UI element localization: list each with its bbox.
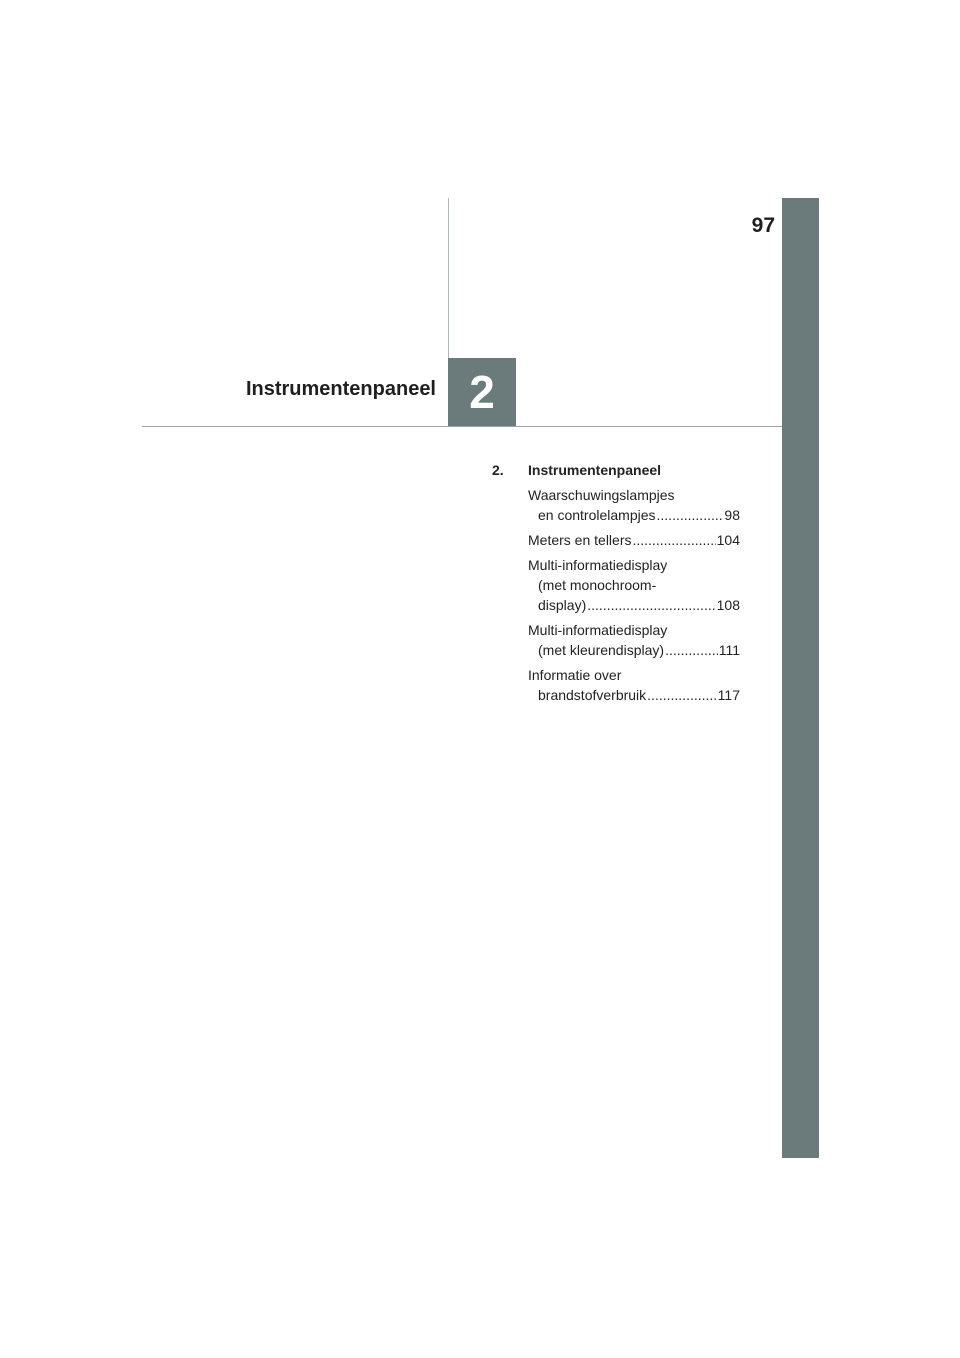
leader-dots — [665, 640, 718, 660]
toc-entry-line: Waarschuwingslampjes — [528, 487, 675, 503]
toc-entry-line: Multi-informatiedisplay — [528, 557, 668, 573]
toc-heading-number: 2. — [492, 462, 504, 478]
horizontal-divider — [142, 426, 782, 427]
toc-heading-title: Instrumentenpaneel — [528, 462, 662, 478]
toc-entry-line: Informatie over — [528, 667, 622, 683]
toc-entry-page: 111 — [718, 642, 740, 658]
toc-entry-page: 108 — [716, 597, 740, 613]
leader-dots — [647, 685, 717, 705]
chapter-number-box: 2 — [448, 358, 516, 426]
toc-entry-line: (met monochroom- — [538, 577, 657, 593]
toc-entry-page: 117 — [717, 687, 740, 703]
chapter-side-tab — [782, 198, 819, 1158]
toc-entry-text: Meters en tellers — [528, 532, 632, 548]
page-number: 97 — [751, 214, 775, 237]
leader-dots — [587, 595, 715, 615]
toc-entry-last-line — [528, 640, 740, 660]
toc-entry-text: en controlelampjes — [538, 507, 656, 523]
toc-entry-text: (met kleurendisplay) — [538, 642, 665, 658]
vertical-divider — [448, 198, 449, 358]
toc-entry[interactable] — [528, 620, 740, 660]
toc-entry-last-line — [528, 505, 740, 525]
chapter-title: Instrumentenpaneel — [245, 378, 436, 400]
leader-dots — [657, 505, 724, 525]
toc-entry-line: Multi-informatiedisplay — [528, 622, 668, 638]
toc-entry-text: brandstofverbruik — [538, 687, 647, 703]
table-of-contents — [492, 460, 740, 705]
toc-entry-last-line — [528, 685, 740, 705]
toc-entry[interactable] — [528, 530, 740, 550]
toc-entry-text: display) — [538, 597, 587, 613]
toc-entry-page: 98 — [724, 507, 740, 523]
leader-dots — [632, 530, 715, 550]
toc-entry[interactable] — [528, 555, 740, 615]
toc-entry-page: 104 — [716, 532, 740, 548]
toc-entry[interactable] — [528, 665, 740, 705]
toc-entry-last-line — [528, 595, 740, 615]
toc-entry-last-line — [528, 530, 740, 550]
toc-entry[interactable] — [528, 485, 740, 525]
toc-heading — [492, 460, 740, 480]
